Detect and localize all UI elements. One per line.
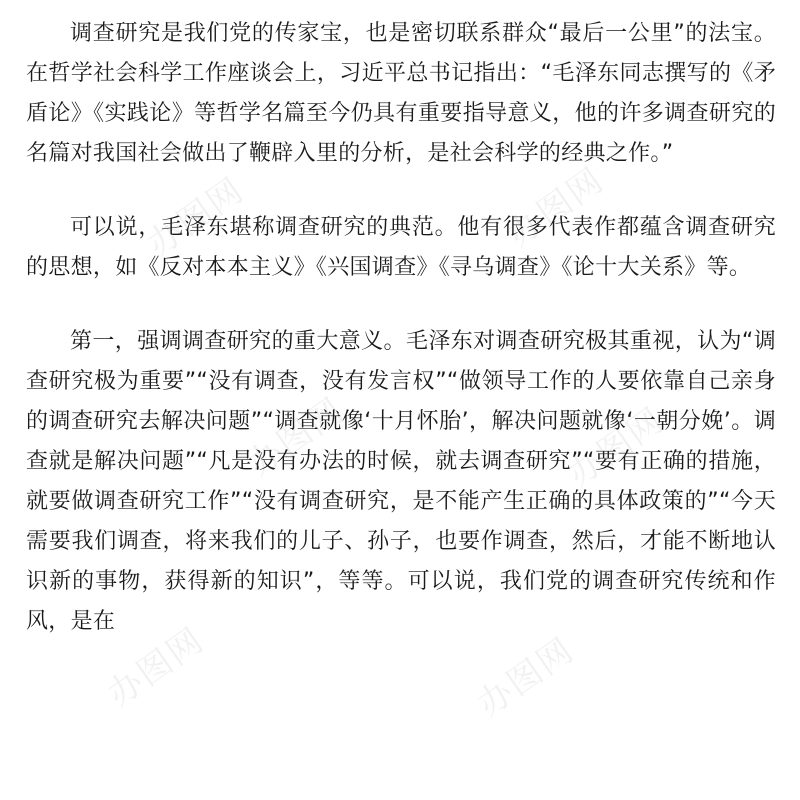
watermark: 办图网: [240, 390, 352, 485]
watermark: 办图网: [100, 620, 212, 715]
watermark: 办图网: [470, 630, 582, 725]
watermark: 办图网: [560, 400, 672, 495]
paragraph-1: 调查研究是我们党的传家宝，也是密切联系群众“最后一公里”的法宝。在哲学社会科学工作座谈会上，习近平总书记指出：“毛泽东同志撰写的《矛盾论》《实践论》等哲学名篇至今仍具有重要指导意义，他的许多调查研究的名篇对我国社会做出了鞭辟入里的分析，是社会科学的经典之作。”: [26, 21, 776, 166]
watermark: 办图网: [140, 170, 252, 265]
watermark: 办图网: [500, 160, 612, 255]
paragraph-2: 可以说，毛泽东堪称调查研究的典范。他有很多代表作都蕴含调查研究的思想，如《反对本本主义》《兴国调查》《寻乌调查》《论十大关系》等。: [26, 215, 776, 280]
paragraph-3: 第一，强调调查研究的重大意义。毛泽东对调查研究极其重视，认为“调查研究极为重要”“没有调查，没有发言权”“做领导工作的人要依靠自己亲身的调查研究去解决问题”“调查就像‘十月怀胎’，解决问题就像‘一朝分娩’。调查就是解决问题”“凡是没有办法的时候，就去调查研究”“要有正确的措施，就要做调查研究工作”“没有调查研究，是不能产生正确的具体政策的”“今天需要我们调查，将来我们的儿子、孙子，也要作调查，然后，才能不断地认识新的事物，获得新的知识”，等等。可以说，我们党的调查研究传统和作风，是在: [26, 329, 776, 634]
